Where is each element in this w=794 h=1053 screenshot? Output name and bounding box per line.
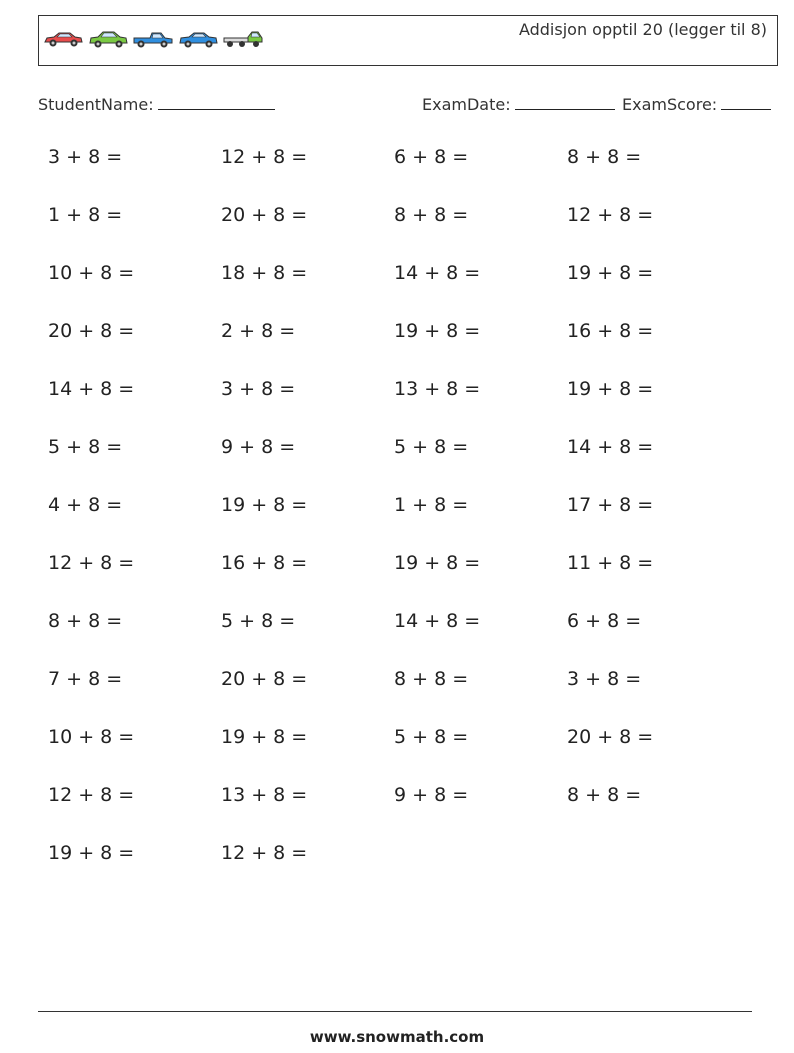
worksheet-header (38, 15, 778, 66)
math-problem: 13 + 8 = (394, 378, 481, 400)
math-problem: 19 + 8 = (48, 842, 135, 864)
math-problem: 3 + 8 = (567, 668, 642, 690)
math-problem: 4 + 8 = (48, 494, 123, 516)
worksheet-title: Addisjon opptil 20 (legger til 8) (518, 20, 767, 39)
math-problem: 1 + 8 = (394, 494, 469, 516)
math-problem: 16 + 8 = (567, 320, 654, 342)
math-problem: 6 + 8 = (394, 146, 469, 168)
math-problem: 14 + 8 = (394, 610, 481, 632)
green-car-icon (87, 29, 129, 51)
math-problem: 19 + 8 = (394, 320, 481, 342)
blue-pickup-icon (132, 29, 174, 51)
math-problem: 1 + 8 = (48, 204, 123, 226)
math-problem: 20 + 8 = (48, 320, 135, 342)
math-problem: 19 + 8 = (221, 494, 308, 516)
math-problem: 12 + 8 = (48, 552, 135, 574)
footer-divider (38, 1011, 752, 1012)
math-problem: 14 + 8 = (567, 436, 654, 458)
exam-score-label: ExamScore: (622, 95, 718, 114)
math-problem: 12 + 8 = (48, 784, 135, 806)
math-problem: 5 + 8 = (48, 436, 123, 458)
red-car-icon (42, 29, 84, 51)
math-problem: 14 + 8 = (48, 378, 135, 400)
math-problem: 19 + 8 = (567, 262, 654, 284)
math-problem: 12 + 8 = (567, 204, 654, 226)
math-problem: 20 + 8 = (567, 726, 654, 748)
student-name-line[interactable] (158, 93, 275, 110)
math-problem: 20 + 8 = (221, 204, 308, 226)
math-problem: 14 + 8 = (394, 262, 481, 284)
math-problem: 12 + 8 = (221, 146, 308, 168)
math-problem: 17 + 8 = (567, 494, 654, 516)
math-problem: 3 + 8 = (221, 378, 296, 400)
math-problem: 8 + 8 = (394, 668, 469, 690)
math-problem: 8 + 8 = (394, 204, 469, 226)
math-problem: 19 + 8 = (221, 726, 308, 748)
exam-score-field[interactable] (622, 93, 771, 114)
exam-score-line[interactable] (721, 93, 771, 110)
student-name-label: StudentName: (38, 95, 154, 114)
math-problem: 5 + 8 = (394, 436, 469, 458)
math-problem: 2 + 8 = (221, 320, 296, 342)
math-problem: 5 + 8 = (394, 726, 469, 748)
math-problem: 5 + 8 = (221, 610, 296, 632)
footer-website: www.snowmath.com (309, 1028, 485, 1046)
math-problem: 19 + 8 = (567, 378, 654, 400)
car-icons (42, 29, 264, 51)
exam-date-label: ExamDate: (422, 95, 511, 114)
math-problem: 16 + 8 = (221, 552, 308, 574)
math-problem: 10 + 8 = (48, 726, 135, 748)
math-problem: 18 + 8 = (221, 262, 308, 284)
student-name-field[interactable] (38, 93, 275, 114)
math-problem: 8 + 8 = (567, 146, 642, 168)
tow-truck-icon (222, 29, 264, 51)
math-problem: 9 + 8 = (394, 784, 469, 806)
math-problem: 10 + 8 = (48, 262, 135, 284)
math-problem: 20 + 8 = (221, 668, 308, 690)
blue-car-icon (177, 29, 219, 51)
math-problem: 13 + 8 = (221, 784, 308, 806)
math-problem: 8 + 8 = (48, 610, 123, 632)
math-problem: 7 + 8 = (48, 668, 123, 690)
exam-date-line[interactable] (515, 93, 615, 110)
math-problem: 19 + 8 = (394, 552, 481, 574)
math-problem: 9 + 8 = (221, 436, 296, 458)
student-info-row (38, 93, 770, 117)
math-problem: 12 + 8 = (221, 842, 308, 864)
math-problem: 8 + 8 = (567, 784, 642, 806)
math-problem: 3 + 8 = (48, 146, 123, 168)
exam-date-field[interactable] (422, 93, 615, 114)
math-problem: 11 + 8 = (567, 552, 654, 574)
math-problem: 6 + 8 = (567, 610, 642, 632)
